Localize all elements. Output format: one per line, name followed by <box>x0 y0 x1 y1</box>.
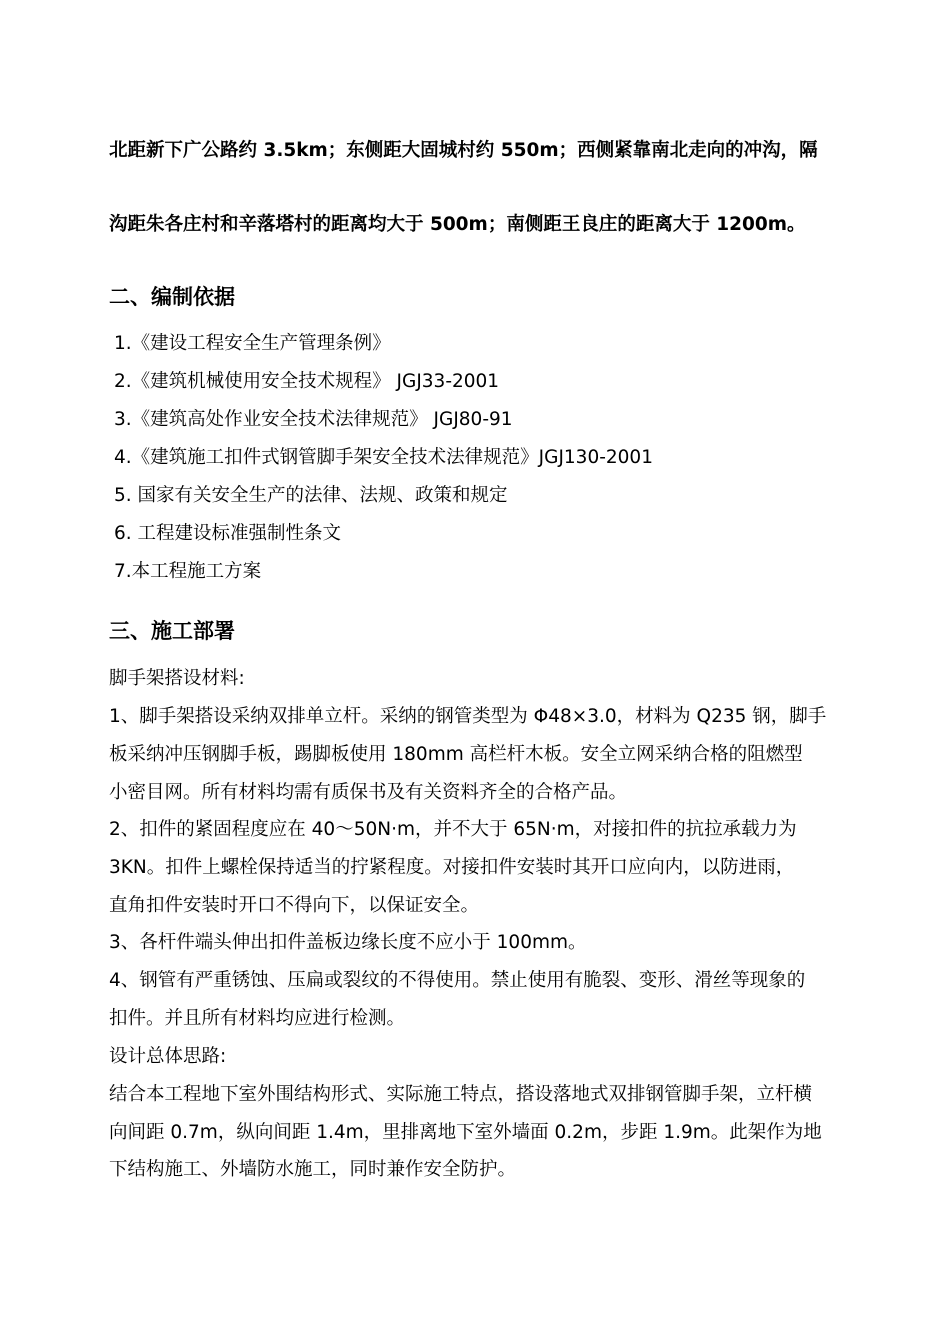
paragraph-line: 1、脚手架搭设采纳双排单立杆。采纳的钢管类型为 Φ48×3.0，材料为 Q235 钢，脚手 <box>109 706 827 727</box>
materials-label: 脚手架搭设材料: <box>109 668 245 689</box>
paragraph-line: 直角扣件安装时开口不得向下，以保证安全。 <box>109 895 480 916</box>
reference-item-5: 5. 国家有关安全生产的法律、法规、政策和规定 <box>114 485 508 506</box>
paragraph-line: 下结构施工、外墙防水施工，同时兼作安全防护。 <box>109 1159 517 1180</box>
paragraph-line: 板采纳冲压钢脚手板，踢脚板使用 180mm 高栏杆木板。安全立网采纳合格的阻燃型 <box>109 744 803 765</box>
intro-line-1: 北距新下广公路约 3.5km；东侧距大固城村约 550m；西侧紧靠南北走向的冲沟，隔 <box>109 140 818 161</box>
section-heading-deployment: 三、施工部署 <box>109 619 235 643</box>
reference-item-1: 1.《建设工程安全生产管理条例》 <box>114 333 391 354</box>
reference-item-7: 7.本工程施工方案 <box>114 561 262 582</box>
paragraph-line: 结合本工程地下室外围结构形式、实际施工特点，搭设落地式双排钢管脚手架，立杆横 <box>109 1084 813 1105</box>
paragraph-line: 小密目网。所有材料均需有质保书及有关资料齐全的合格产品。 <box>109 782 628 803</box>
reference-item-3: 3.《建筑高处作业安全技术法律规范》 JGJ80-91 <box>114 409 513 430</box>
paragraph-line: 3、各杆件端头伸出扣件盖板边缘长度不应小于 100mm。 <box>109 932 587 953</box>
reference-item-6: 6. 工程建设标准强制性条文 <box>114 523 342 544</box>
paragraph-line: 3KN。扣件上螺栓保持适当的拧紧程度。对接扣件安装时其开口应向内，以防进雨， <box>109 857 795 878</box>
paragraph-line: 扣件。并且所有材料均应进行检测。 <box>109 1008 406 1029</box>
intro-line-2: 沟距朱各庄村和辛落塔村的距离均大于 500m；南侧距王良庄的距离大于 1200m。 <box>109 214 806 235</box>
paragraph-line: 2、扣件的紧固程度应在 40～50N·m，并不大于 65N·m，对接扣件的抗拉承载力为 <box>109 819 797 840</box>
paragraph-line: 向间距 0.7m，纵向间距 1.4m，里排离地下室外墙面 0.2m，步距 1.9m。此架作为地 <box>109 1122 822 1143</box>
paragraph-line: 4、钢管有严重锈蚀、压扁或裂纹的不得使用。禁止使用有脆裂、变形、滑丝等现象的 <box>109 970 806 991</box>
design-label: 设计总体思路: <box>109 1046 227 1067</box>
reference-item-2: 2.《建筑机械使用安全技术规程》 JGJ33-2001 <box>114 371 500 392</box>
section-heading-basis: 二、编制依据 <box>109 285 235 309</box>
reference-item-4: 4.《建筑施工扣件式钢管脚手架安全技术法律规范》JGJ130-2001 <box>114 447 653 468</box>
